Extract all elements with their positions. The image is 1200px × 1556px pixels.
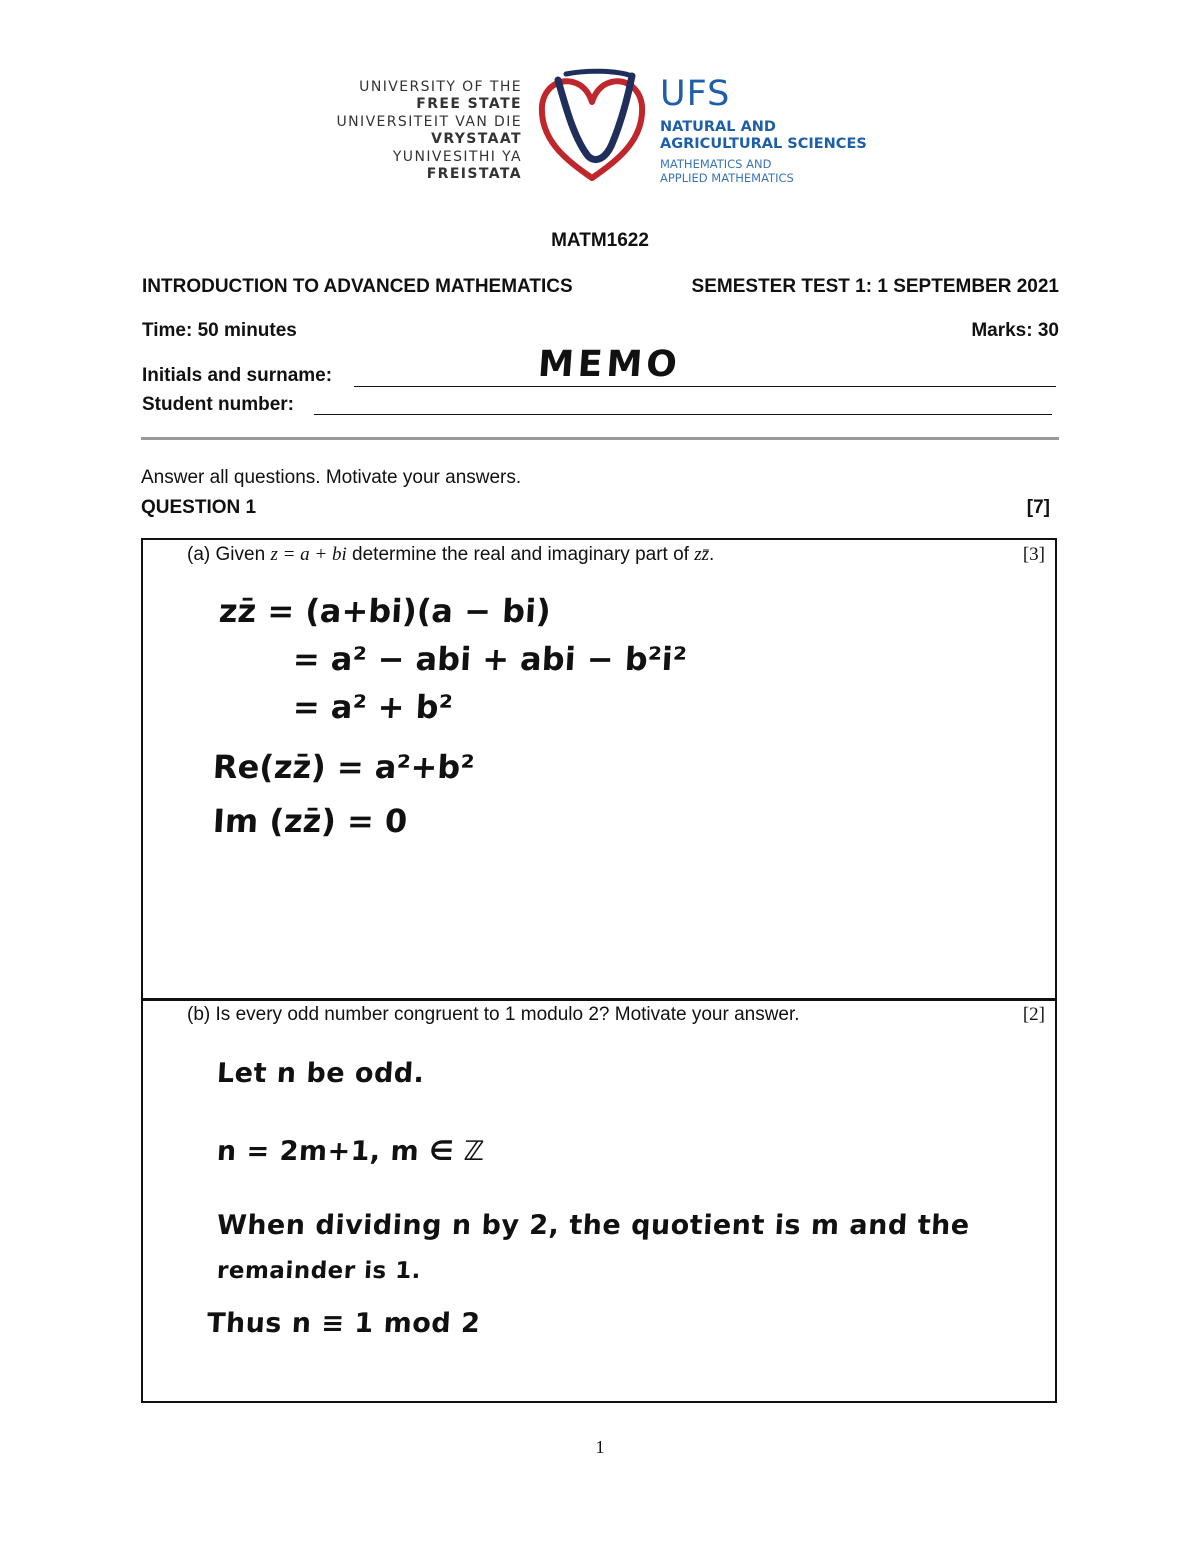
part-a-label: (a): [187, 544, 211, 565]
name-label: Initials and surname:: [142, 365, 333, 386]
time-limit: Time: 50 minutes: [142, 320, 297, 341]
part-a-text-pre: Given: [215, 544, 266, 565]
student-number-label: Student number:: [142, 394, 294, 415]
university-line: VRYSTAAT: [431, 131, 522, 148]
total-marks: Marks: 30: [971, 320, 1059, 341]
answer-a-line-1: zz̄ = (a+bi)(a − bi): [218, 592, 552, 630]
department-line: MATHEMATICS AND: [660, 157, 772, 171]
part-b-question: [187, 1004, 800, 1026]
university-line: FREE STATE: [416, 96, 522, 113]
student-number-field-line[interactable]: [314, 414, 1052, 415]
part-b-marks: [2]: [1022, 1004, 1045, 1025]
course-code: MATM1622: [551, 230, 649, 251]
answer-a-line-5: Im (zz̄) = 0: [212, 802, 409, 840]
question-part-b-box: [141, 998, 1057, 1403]
name-field-line[interactable]: [354, 386, 1056, 387]
part-a-marks: [3]: [1022, 544, 1045, 565]
answer-b-line-3: When dividing n by 2, the quotient is m and the: [216, 1210, 971, 1241]
name-field-value: MEMO: [536, 344, 683, 385]
university-line: UNIVERSITEIT VAN DIE: [336, 113, 522, 130]
answer-a-line-4: Re(zz̄) = a²+b²: [212, 748, 476, 786]
page-number: 1: [595, 1437, 605, 1457]
department-line: APPLIED MATHEMATICS: [660, 171, 794, 185]
answer-a-line-3: = a² + b²: [292, 688, 454, 726]
part-a-target: zz̄: [694, 544, 710, 565]
ufs-logo-icon: [536, 68, 648, 182]
part-a-question: [187, 544, 714, 566]
part-a-period: .: [709, 544, 715, 565]
test-date: SEMESTER TEST 1: 1 SEPTEMBER 2021: [691, 276, 1059, 297]
answer-b-line-2: n = 2m+1, m ∈ ℤ: [216, 1136, 486, 1167]
university-line: YUNIVESITHI YA: [392, 148, 522, 165]
answer-b-line-5: Thus n ≡ 1 mod 2: [206, 1308, 482, 1339]
question-part-a-box: [141, 538, 1057, 1001]
question-heading: QUESTION 1: [141, 497, 257, 518]
answer-a-line-2: = a² − abi + abi − b²i²: [292, 640, 688, 678]
part-a-expression: z = a + bi: [270, 544, 347, 565]
part-a-text-post: determine the real and imaginary part of: [352, 544, 689, 565]
instructions: Answer all questions. Motivate your answers.: [141, 467, 522, 488]
faculty-block: [660, 74, 867, 185]
course-name: INTRODUCTION TO ADVANCED MATHEMATICS: [142, 276, 573, 297]
part-b-text: Is every odd number congruent to 1 modulo 2? Motivate your answer.: [215, 1004, 800, 1025]
question-marks: [7]: [1026, 497, 1050, 518]
part-b-label: (b): [187, 1004, 211, 1025]
university-line: FREISTATA: [426, 166, 522, 183]
faculty-line: NATURAL AND: [660, 119, 776, 135]
university-name-block: [300, 79, 522, 183]
answer-b-line-1: Let n be odd.: [216, 1058, 426, 1089]
ufs-title: UFS: [660, 74, 731, 114]
section-divider: [141, 437, 1059, 440]
university-line: UNIVERSITY OF THE: [359, 79, 522, 95]
answer-b-line-4: remainder is 1.: [216, 1258, 422, 1284]
faculty-line: AGRICULTURAL SCIENCES: [660, 136, 867, 152]
